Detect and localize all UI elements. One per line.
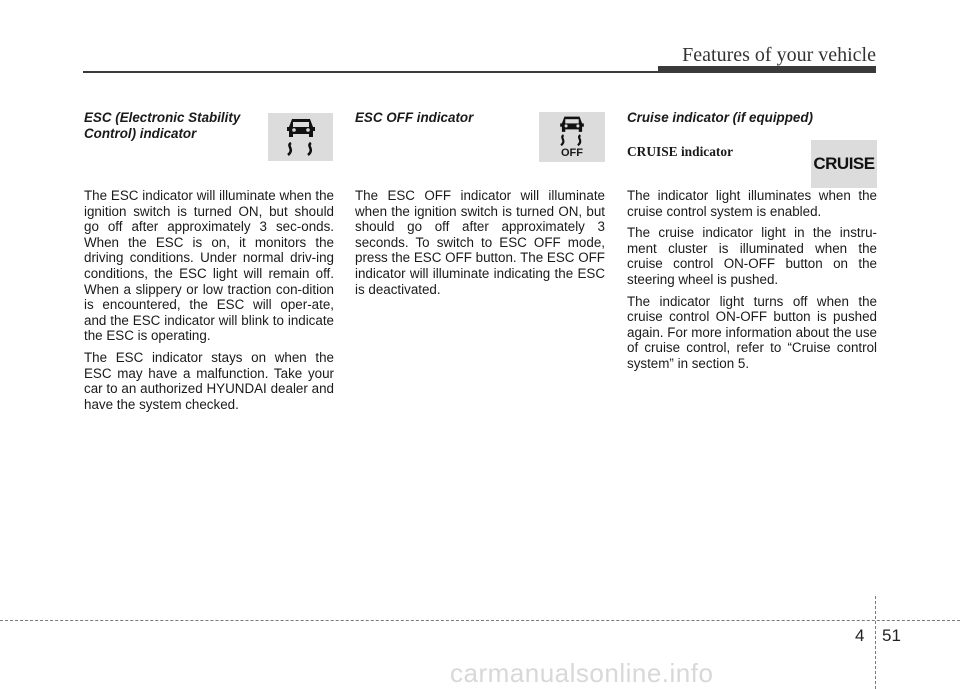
cruise-icon-label: CRUISE: [813, 154, 875, 173]
cruise-paragraph-2: The cruise indicator light in the instru-ment cluster is illuminated when the cruise control ON-OFF button on the steering wheel is pushed.: [627, 225, 877, 287]
header-rule: [83, 71, 658, 73]
esc-off-icon-label: OFF: [561, 147, 583, 159]
page-header-title: Features of your vehicle: [682, 44, 876, 66]
cruise-paragraph-3: The indicator light turns off when the cruise control ON-OFF button is pushed again. For more information about the use of cruise control, refer to “Cruise control system” in section 5.: [627, 293, 877, 371]
esc-off-paragraph-1: The ESC OFF indicator will illuminate when the ignition switch is turned ON, but should go off after approximately 3 seconds. To switch to ESC OFF mode, press the ESC OFF button. The ESC OFF indicator will illuminate indicating the ESC is deactivated.: [355, 188, 605, 297]
esc-paragraph-1: The ESC indicator will illuminate when the ignition switch is turned ON, but should go off after approximately 3 sec-onds. When the ESC is on, it monitors the driving conditions. Under normal driv-ing conditions, the ESC light will remain off. When a slippery or low traction con-dition is encountered, the ESC will oper-ate, and the ESC indicator will blink to indicate the ESC is operating.: [84, 188, 334, 344]
watermark: carmanualsonline.info: [450, 658, 714, 688]
page-number: 51: [882, 626, 901, 645]
esc-skid-car-icon: [268, 113, 333, 161]
esc-off-icon: [539, 112, 605, 162]
esc-section-title: ESC (Electronic Stability Control) indicator: [84, 110, 241, 141]
chapter-number: 4: [855, 626, 865, 645]
header-rule-bold: [658, 66, 876, 73]
footer-rule: [0, 620, 960, 621]
cruise-icon: [811, 140, 877, 188]
cruise-indicator-subtitle: CRUISE indicator: [627, 144, 734, 159]
cruise-paragraph-1: The indicator light illuminates when the cruise control system is enabled.: [627, 188, 877, 219]
cruise-section-title: Cruise indicator (if equipped): [627, 110, 813, 125]
esc-off-section-title: ESC OFF indicator: [355, 110, 474, 125]
esc-paragraph-2: The ESC indicator stays on when the ESC may have a malfunction. Take your car to an authorized HYUNDAI dealer and have the system checked.: [84, 349, 334, 412]
footer-divider: [875, 596, 876, 689]
